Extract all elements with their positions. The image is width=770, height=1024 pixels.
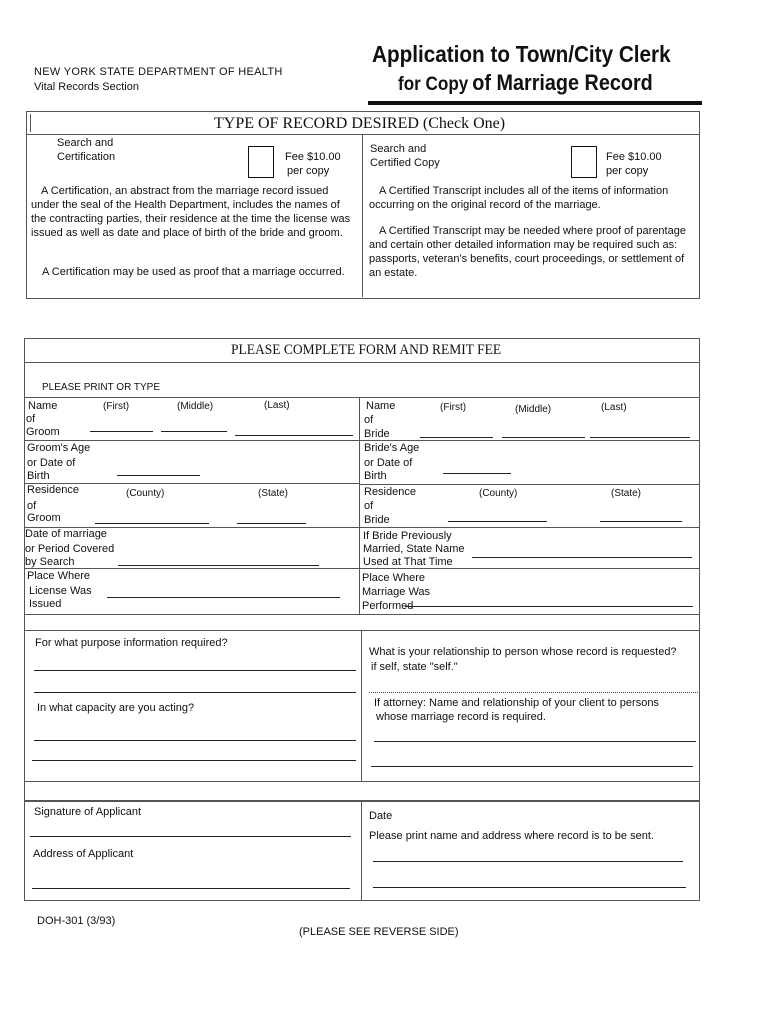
- form-center-divider: [359, 397, 360, 614]
- purpose-line-2[interactable]: [34, 692, 356, 693]
- certification-per-copy: per copy: [287, 165, 330, 177]
- license-place-label-3: Issued: [29, 598, 62, 610]
- certification-description: A Certification, an abstract from the marriage record issued under the seal of the Health Department, includes the names of the contracting parties, their residence at the time the license was issued as well as date and place of birth of the bride and groom.: [31, 185, 351, 239]
- date-of-marriage-label-2: or Period Covered: [25, 543, 115, 555]
- groom-age-label-1: Groom's Age: [27, 442, 91, 454]
- bride-previous-name-label-3: Used at That Time: [363, 556, 453, 568]
- certification-label-2: Certification: [57, 151, 116, 163]
- groom-middle-line[interactable]: [161, 431, 227, 432]
- marriage-place-line[interactable]: [405, 606, 693, 607]
- bride-age-label-1: Bride's Age: [364, 442, 420, 454]
- groom-name-rule: [24, 440, 359, 441]
- groom-state-line[interactable]: [237, 523, 306, 524]
- bride-middle-line[interactable]: [502, 437, 585, 438]
- send-to-line-1[interactable]: [373, 861, 683, 862]
- groom-name-label-2: of: [26, 413, 36, 425]
- groom-first-line[interactable]: [90, 431, 153, 432]
- attorney-label-1: If attorney: Name and relationship of your client to persons: [374, 697, 659, 709]
- bride-county-caption: (County): [479, 488, 518, 499]
- heading-tick: [30, 114, 31, 132]
- bride-name-label-2: of: [364, 414, 374, 426]
- reverse-side-note: (PLEASE SEE REVERSE SIDE): [299, 926, 459, 938]
- send-to-line-2[interactable]: [373, 887, 686, 888]
- bride-previous-name-rule: [359, 568, 699, 569]
- bride-county-line[interactable]: [448, 521, 547, 522]
- form-heading-rule: [24, 362, 699, 363]
- record-type-divider: [362, 135, 363, 297]
- bride-previous-name-label-2: Married, State Name: [363, 543, 465, 555]
- signature-label: Signature of Applicant: [34, 806, 142, 818]
- license-place-label-1: Place Where: [27, 570, 90, 582]
- certification-checkbox[interactable]: [248, 146, 274, 178]
- print-note: PLEASE PRINT OR TYPE: [42, 382, 161, 393]
- groom-residence-label-1: Residence: [27, 484, 79, 496]
- bride-residence-rule: [359, 527, 699, 528]
- bride-state-caption: (State): [611, 488, 642, 499]
- date-of-marriage-rule: [24, 568, 359, 569]
- license-place-label-2: License Was: [29, 585, 92, 597]
- certification-fee: Fee $10.00: [285, 151, 341, 163]
- bride-age-line[interactable]: [443, 473, 511, 474]
- groom-residence-label-3: Groom: [27, 512, 61, 524]
- date-of-marriage-label-3: by Search: [25, 556, 75, 568]
- bride-last-line[interactable]: [590, 437, 690, 438]
- purpose-bottom-rule: [24, 781, 699, 782]
- address-line[interactable]: [32, 888, 350, 889]
- certified-copy-fee: Fee $10.00: [606, 151, 662, 163]
- marriage-place-label-1: Place Where: [362, 572, 425, 584]
- purpose-line-1[interactable]: [34, 670, 356, 671]
- purpose-label: For what purpose information required?: [35, 637, 228, 649]
- bride-name-label-1: Name: [366, 400, 396, 412]
- certified-copy-note: A Certified Transcript may be needed where proof of parentage and certain other detailed information may be required such as: passports, veteran's benefits, court proceedings, or settlement of an estate.: [369, 225, 686, 279]
- groom-last-caption: (Last): [264, 400, 290, 411]
- groom-last-line[interactable]: [235, 435, 353, 436]
- capacity-line-2[interactable]: [32, 760, 356, 761]
- groom-county-line[interactable]: [95, 523, 209, 524]
- groom-name-label-3: Groom: [26, 426, 60, 438]
- date-of-marriage-line[interactable]: [118, 565, 319, 566]
- subtitle-part-a: for Copy: [398, 74, 469, 95]
- license-place-line[interactable]: [107, 597, 340, 598]
- subtitle-part-b: of Marriage Record: [472, 70, 653, 95]
- attorney-line-1[interactable]: [374, 741, 696, 742]
- certified-copy-checkbox[interactable]: [571, 146, 597, 178]
- bride-name-label-3: Bride: [364, 428, 390, 440]
- bride-previous-name-label-1: If Bride Previously: [363, 530, 452, 542]
- bride-residence-label-3: Bride: [364, 514, 390, 526]
- groom-age-label-2: or Date of: [27, 457, 76, 469]
- names-top-rule: [24, 397, 699, 398]
- groom-name-label-1: Name: [28, 400, 58, 412]
- relationship-label: What is your relationship to person whose record is requested?: [369, 646, 677, 658]
- signature-line[interactable]: [30, 836, 351, 837]
- agency-name: NEW YORK STATE DEPARTMENT OF HEALTH: [34, 66, 283, 78]
- certified-copy-per-copy: per copy: [606, 165, 649, 177]
- form-title: Application to Town/City Clerk: [372, 41, 671, 67]
- groom-county-caption: (County): [126, 488, 165, 499]
- marriage-place-label-2: Marriage Was: [362, 586, 431, 598]
- certification-note: A Certification may be used as proof that a marriage occurred.: [42, 266, 345, 278]
- capacity-label: In what capacity are you acting?: [37, 702, 195, 714]
- capacity-line-1[interactable]: [34, 740, 356, 741]
- certification-label-1: Search and: [57, 137, 114, 149]
- address-label: Address of Applicant: [33, 848, 134, 860]
- bride-residence-label-1: Residence: [364, 486, 416, 498]
- signature-divider: [361, 800, 362, 900]
- groom-residence-label-2: of: [27, 500, 37, 512]
- form-heading: PLEASE COMPLETE FORM AND REMIT FEE: [231, 342, 502, 358]
- groom-state-caption: (State): [258, 488, 289, 499]
- groom-middle-caption: (Middle): [177, 401, 214, 412]
- send-to-label: Please print name and address where record is to be sent.: [369, 830, 654, 842]
- form-subtitle: [398, 70, 653, 96]
- bride-residence-label-2: of: [364, 500, 374, 512]
- certified-copy-description: A Certified Transcript includes all of the items of information occurring on the original record of the marriage.: [369, 185, 669, 211]
- title-rule: [368, 101, 702, 105]
- bride-previous-name-line[interactable]: [472, 557, 692, 558]
- date-label: Date: [369, 810, 393, 822]
- form-id: DOH-301 (3/93): [37, 915, 116, 927]
- groom-first-caption: (First): [103, 401, 130, 412]
- attorney-label-2: whose marriage record is required.: [376, 711, 546, 723]
- relationship-hint: if self, state "self.": [371, 661, 458, 673]
- bride-age-rule: [359, 484, 699, 485]
- record-type-heading: TYPE OF RECORD DESIRED (Check One): [214, 115, 506, 132]
- certified-copy-label-2: Certified Copy: [370, 157, 440, 169]
- bride-age-label-2: or Date of: [364, 457, 413, 469]
- bride-age-label-3: Birth: [364, 470, 387, 482]
- certified-copy-label-1: Search and: [370, 143, 427, 155]
- groom-age-line[interactable]: [117, 475, 200, 476]
- bride-middle-caption: (Middle): [515, 404, 552, 415]
- bride-state-line[interactable]: [600, 521, 682, 522]
- date-of-marriage-label-1: Date of marriage: [25, 528, 107, 540]
- marriage-place-label-3: Performed: [362, 600, 414, 612]
- groom-age-label-3: Birth: [27, 470, 50, 482]
- bride-name-rule: [359, 440, 699, 441]
- bride-last-caption: (Last): [601, 402, 627, 413]
- names-bottom-rule: [24, 614, 699, 615]
- attorney-line-2[interactable]: [371, 766, 693, 767]
- purpose-divider: [361, 630, 362, 781]
- relationship-line[interactable]: [369, 692, 698, 693]
- bride-first-caption: (First): [440, 402, 467, 413]
- section-name: Vital Records Section: [34, 81, 139, 93]
- bride-first-line[interactable]: [420, 437, 493, 438]
